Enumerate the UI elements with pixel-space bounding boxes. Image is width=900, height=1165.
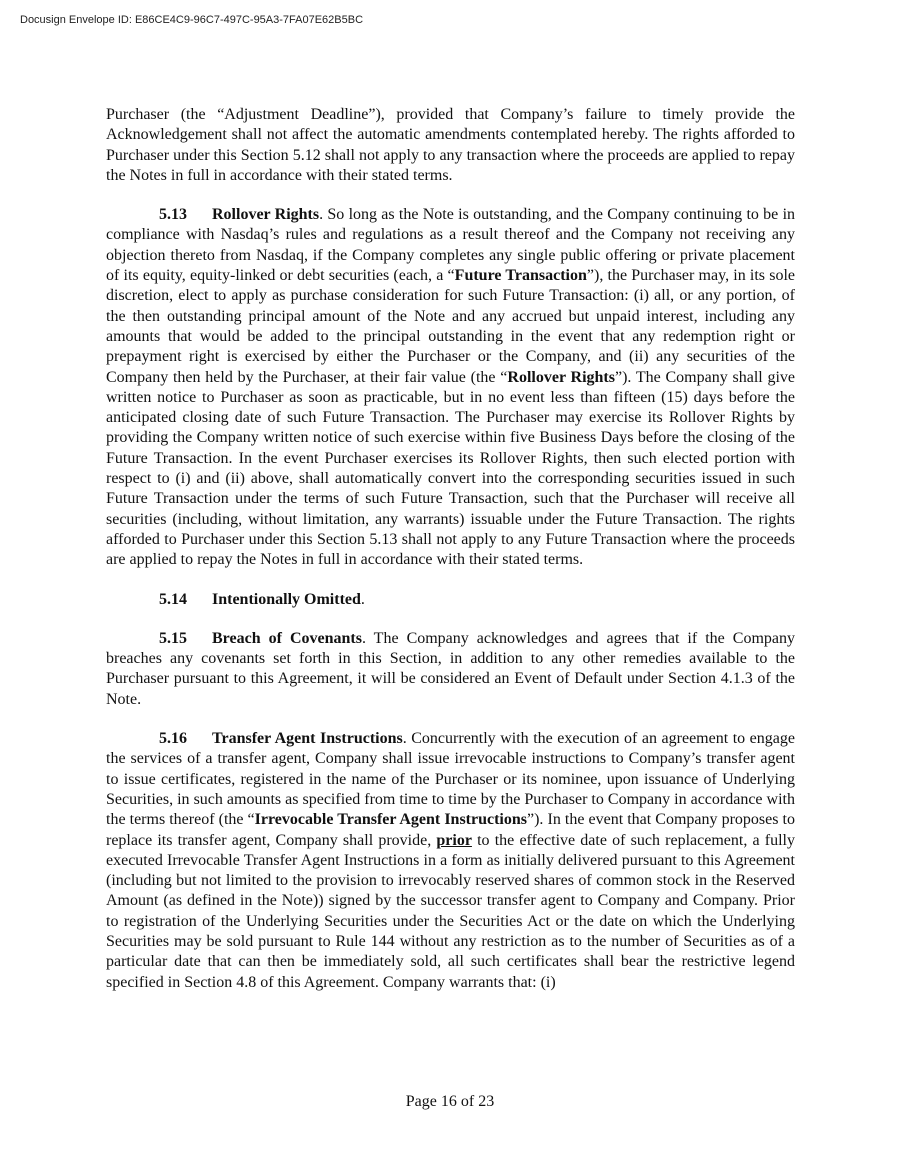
section-5-13: 5.13 Rollover Rights. So long as the Note is outstanding, and the Company continuing to be in compliance with Nasdaq’s rules and regulations as a result thereof and the Company not receiving any objection thereto from Nasdaq, if the Company completes any single public offering or private placement of its equity, equity-linked or debt securities (each, a “Future Transaction”), the Purchaser may, in its sole discretion, elect to apply as purchase consideration for such Future Transaction: (i) all, or any portion, of the then outstanding principal amount of the Note and any accrued but unpaid interest, including any amounts that would be added to the principal outstanding in the event that any redemption right or prepayment right is exercised by either the Purchaser or the Company, and (ii) any securities of the Company then held by the Purchaser, at their fair value (the “Rollover Rights”). The Company shall give written notice to Purchaser as soon as practicable, but in no event less than fifteen (15) days before the anticipated closing date of such Future Transaction. The Purchaser may exercise its Rollover Rights by providing the Company written notice of such exercise within five Business Days before the closing of the Future Transaction. In the event Purchaser exercises its Rollover Rights, then such elected portion with respect to (i) and (ii) above, shall automatically convert into the corresponding securities issued in such Future Transaction under the terms of such Future Transaction, such that the Purchaser will receive all securities (including, without limitation, any warrants) issuable under the Future Transaction. The rights afforded to Purchaser under this Section 5.13 shall not apply to any Future Transaction where the proceeds are applied to repay the Notes in full in accordance with their stated terms. [106, 206, 796, 569]
paragraph-text: Purchaser (the “Adjustment Deadline”), provided that Company’s failure to timely provide the Acknowledgement shall not affect the automatic amendments contemplated hereby. The rights afforded to Purchaser under this Section 5.12 shall not apply to any transaction where the proceeds are applied to repay the Notes in full in accordance with their stated terms. [106, 106, 795, 184]
defined-term: Future Transaction [454, 267, 587, 285]
section-title: Transfer Agent Instructions [212, 730, 403, 748]
defined-term: Irrevocable Transfer Agent Instructions [254, 811, 527, 829]
paragraph-continued [106, 105, 795, 186]
section-5-16: 5.16 Transfer Agent Instructions. Concurrently with the execution of an agreement to engage the services of a transfer agent, Company shall issue irrevocable instructions to Company’s transfer agent to issue certificates, registered in the name of the Purchaser or its nominee, upon issuance of Underlying Securities, in such amounts as specified from time to time by the Purchaser to Company in accordance with the terms thereof (the “Irrevocable Transfer Agent Instructions”). In the event that Company proposes to replace its transfer agent, Company shall provide, prior to the effective date of such replacement, a fully executed Irrevocable Transfer Agent Instructions in a form as initially delivered pursuant to this Agreement (including but not limited to the provision to irrevocably reserved shares of common stock in the Reserved Amount (as defined in the Note)) signed by the successor transfer agent to Company and Company. Prior to registration of the Underlying Securities under the Securities Act or the date on which the Underlying Securities may be sold pursuant to Rule 144 without any restriction as to the number of Securities as of a particular date that can then be immediately sold, all such certificates shall bear the restrictive legend specified in Section 4.8 of this Agreement. Company warrants that: (i) [106, 730, 795, 991]
section-number: 5.13 [159, 206, 187, 224]
defined-term: Rollover Rights [507, 368, 615, 386]
section-title: Intentionally Omitted [212, 590, 361, 608]
envelope-id: Docusign Envelope ID: E86CE4C9-96C7-497C-95A3-7FA07E62B5BC [20, 14, 364, 26]
section-number: 5.15 [159, 629, 187, 647]
section-title: Breach of Covenants [212, 629, 362, 647]
section-5-14: 5.14 Intentionally Omitted. [106, 590, 795, 610]
section-title: Rollover Rights [212, 206, 320, 224]
section-number: 5.16 [159, 730, 187, 748]
emphasis-prior: prior [436, 831, 472, 849]
page-number: Page 16 of 23 [405, 1093, 495, 1110]
section-number: 5.14 [159, 590, 187, 608]
section-5-15: 5.15 Breach of Covenants. The Company acknowledges and agrees that if the Company breaches any covenants set forth in this Section, in addition to any other remedies available to the Purchaser pursuant to this Agreement, it will be considered an Event of Default under Section 4.1.3 of the Note. [106, 629, 795, 708]
document-body [106, 105, 795, 1012]
